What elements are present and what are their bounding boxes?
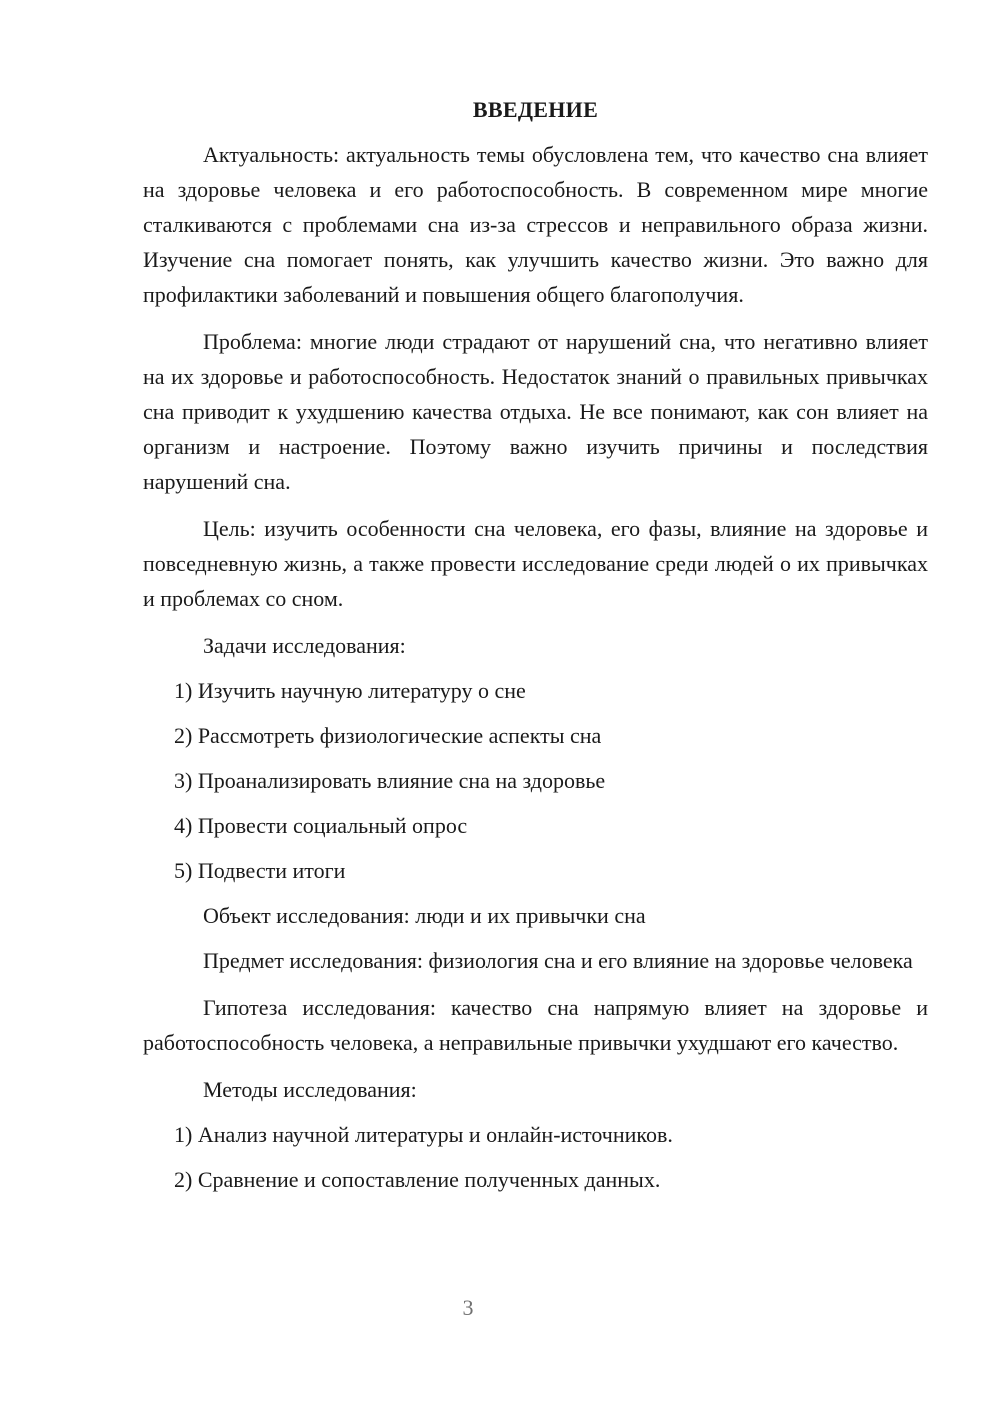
list-item-task-2: 2) Рассмотреть физиологические аспекты сна — [174, 723, 602, 748]
list-item-task-3: 3) Проанализировать влияние сна на здоровье — [174, 768, 606, 793]
paragraph-problem: Проблема: многие люди страдают от нарушений сна, что негативно влияет на их здоровье и работоспособность. Недостаток знаний о правильных привычках сна приводит к ухудшению качества отдыха. Не все понимают, как сон влияет на организм и настроение. Поэтому важно изучить причины и последствия нарушений сна. — [143, 329, 928, 494]
section-title: ВВЕДЕНИЕ — [472, 97, 599, 122]
list-item-method-2: 2) Сравнение и сопоставление полученных данных. — [174, 1167, 661, 1192]
methods-list — [143, 1117, 928, 1197]
tasks-list — [143, 673, 928, 888]
page-content — [143, 95, 928, 1207]
page-number: 3 — [462, 1295, 474, 1320]
list-item-task-5: 5) Подвести итоги — [174, 858, 346, 883]
paragraph-relevance: Актуальность: актуальность темы обусловлена тем, что качество сна влияет на здоровье человека и его работоспособность. В современном мире многие сталкиваются с проблемами сна из-за стрессов и неправильного образа жизни. Изучение сна помогает понять, как улучшить качество жизни. Это важно для профилактики заболеваний и повышения общего благополучия. — [143, 142, 928, 307]
methods-heading: Методы исследования: — [203, 1077, 417, 1102]
research-object: Объект исследования: люди и их привычки сна — [203, 903, 646, 928]
list-item-method-1: 1) Анализ научной литературы и онлайн-источников. — [174, 1122, 673, 1147]
list-item-task-4: 4) Провести социальный опрос — [174, 813, 468, 838]
research-subject: Предмет исследования: физиология сна и его влияние на здоровье человека — [203, 948, 913, 973]
research-hypothesis: Гипотеза исследования: качество сна напрямую влияет на здоровье и работоспособность человека, а неправильные привычки ухудшают его качество. — [143, 995, 928, 1055]
paragraph-goal: Цель: изучить особенности сна человека, его фазы, влияние на здоровье и повседневную жизнь, а также провести исследование среди людей о их привычках и проблемах со сном. — [143, 516, 928, 611]
list-item-task-1: 1) Изучить научную литературу о сне — [174, 678, 526, 703]
tasks-heading: Задачи исследования: — [203, 633, 406, 658]
